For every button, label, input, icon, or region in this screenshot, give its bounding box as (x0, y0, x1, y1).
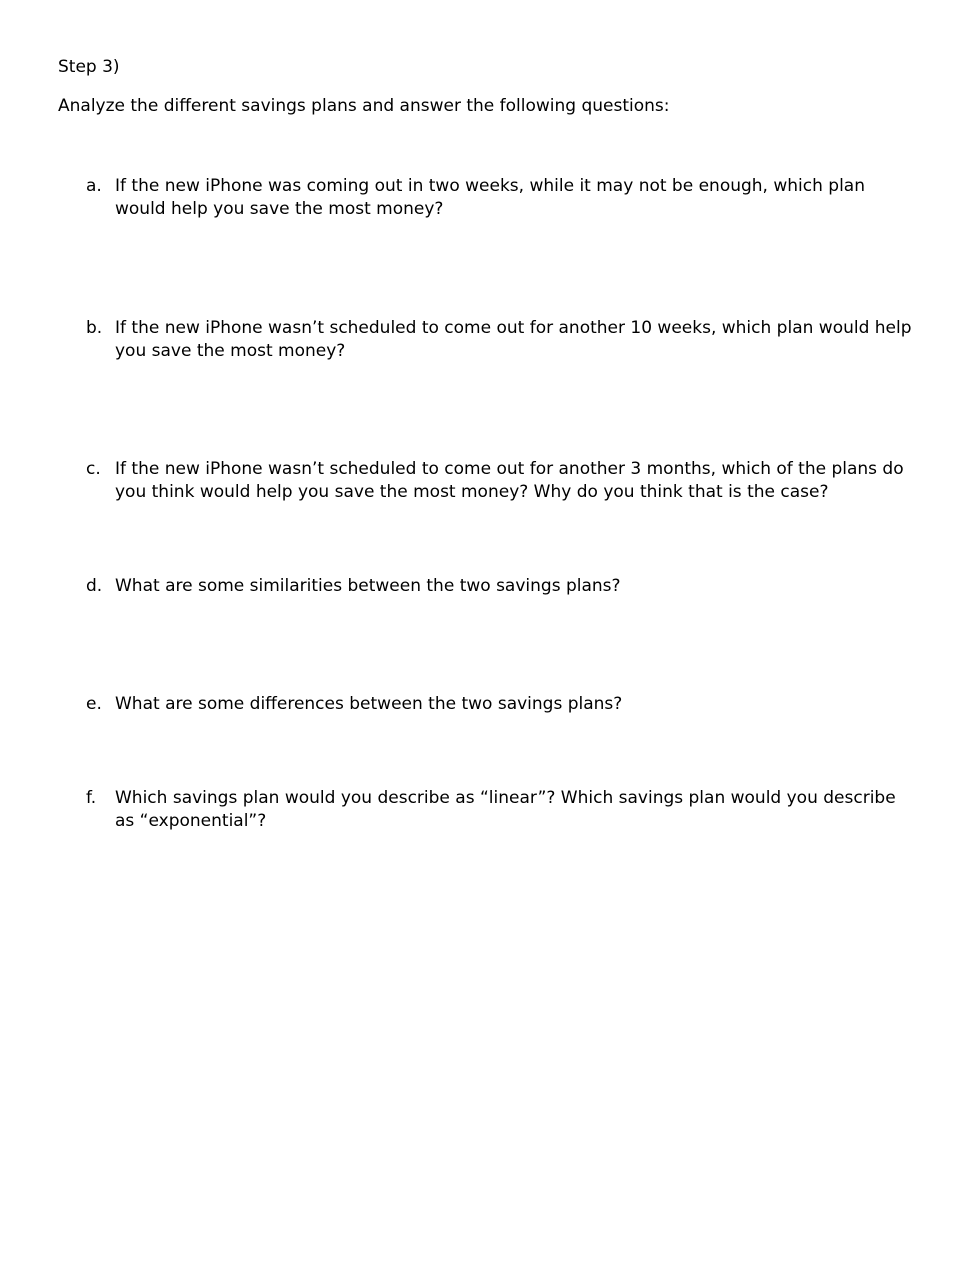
question-d (86, 575, 916, 598)
question-text: What are some differences between the two savings plans? (115, 694, 623, 714)
intro-text: Analyze the different savings plans and answer the following questions: (58, 96, 670, 116)
question-text: Which savings plan would you describe as “linear”? Which savings plan would you describe as “exponential”? (115, 788, 896, 831)
question-marker: f. (86, 788, 97, 808)
step-title: Step 3) (58, 57, 120, 77)
question-a (86, 175, 916, 221)
question-text: If the new iPhone wasn’t scheduled to come out for another 3 months, which of the plans do you think would help you save the most money? Why do you think that is the case? (115, 459, 904, 502)
question-marker: c. (86, 459, 101, 479)
question-text: What are some similarities between the two savings plans? (115, 576, 621, 596)
question-text: If the new iPhone wasn’t scheduled to come out for another 10 weeks, which plan would help you save the most money? (115, 318, 912, 361)
question-b (86, 317, 916, 363)
question-e (86, 693, 916, 716)
question-marker: e. (86, 694, 102, 714)
question-text: If the new iPhone was coming out in two weeks, while it may not be enough, which plan would help you save the most money? (115, 176, 866, 219)
question-marker: a. (86, 176, 102, 196)
question-marker: b. (86, 318, 103, 338)
question-f (86, 787, 916, 833)
question-marker: d. (86, 576, 103, 596)
question-c (86, 458, 916, 504)
